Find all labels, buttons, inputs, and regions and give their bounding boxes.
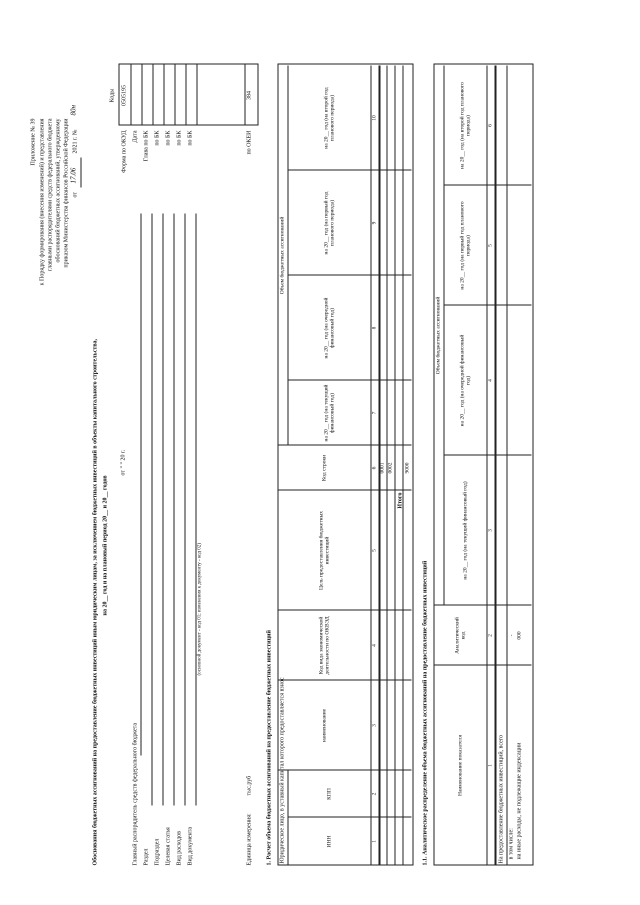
chapter-bk-label: Глава по БК (143, 130, 149, 161)
appendix-date-handwritten: 17.06 (69, 167, 77, 183)
codes-box (118, 63, 258, 125)
field-line (195, 213, 196, 805)
s11-row-including: в том числе: (508, 827, 514, 859)
okei-label: по ОКЕИ (246, 130, 252, 155)
appendix-line: главными распорядителями средств федерального бюджета (47, 118, 53, 271)
form-title-line1: Обоснования бюджетных ассигнований на предоставление бюджетных инвестиций иным юридическим лицам, за исключением бюджетных инвестиций в объекты капитального строительства, (92, 338, 98, 865)
s1-goal-header: Цель предоставления бюджетных инвестиций (317, 510, 330, 590)
field-line (140, 213, 141, 755)
s11-volume-header: Объем бюджетных ассигнований (435, 296, 442, 374)
s1-total-code: 9000 (403, 462, 410, 473)
s1-okved-header: Код вида экономической деятельности по ОКВЭД (317, 615, 330, 675)
codes-header: Коды (109, 88, 115, 102)
doc-type-note: (основной документ - код 01; изменения к документу - код 02) (197, 542, 202, 675)
s1-entity-header: Юридическое лицо, в уставный капитал которого предоставляется взнос (279, 676, 285, 863)
s1-colnum: 2 (371, 792, 378, 795)
appendix-line: обоснований бюджетных ассигнований, утвержденному (55, 118, 61, 262)
s11-row-total: На предоставление бюджетных инвестиций, всего (498, 734, 504, 863)
s1-colnum: 9 (371, 221, 378, 224)
s1-colnum: 6 (371, 466, 378, 469)
expense-type-label: Вид расходов (176, 830, 182, 865)
doc-type-label: Вид документа (187, 826, 193, 865)
s11-row-code: - (507, 634, 514, 636)
field-line (173, 213, 174, 805)
section-label: Раздел (143, 848, 149, 865)
chief-label: Главный распорядитель средств федерального бюджета (132, 722, 138, 865)
form-code: 0505195 (121, 84, 127, 106)
bk-label: по БК (165, 130, 171, 146)
s11-colnum: 6 (487, 123, 494, 127)
form-title-line2: на 20__ год и на плановый период 20__ и 20__ годов (102, 474, 108, 615)
subsection-label: Подраздел (154, 838, 160, 865)
date-label: Дата (132, 130, 138, 142)
codes-row-line (244, 64, 245, 125)
codes-row-line (196, 64, 197, 125)
date-underline (80, 157, 81, 187)
bk-label: по БК (154, 130, 160, 146)
s1-colnum: 4 (371, 643, 378, 647)
s1-colnum: 5 (371, 548, 378, 552)
appendix-date-year: 2021 г. № (72, 128, 78, 153)
bk-label: по БК (187, 130, 193, 146)
codes-row-line (163, 64, 164, 125)
s1-total-label: Итого (397, 492, 403, 509)
s1-y4-header: на 20__ год (на второй год планового периода) (322, 86, 335, 149)
s1-name-header: наименование (320, 708, 327, 742)
unit-label: Единица измерения: (246, 812, 252, 865)
s11-y3-header: на 20__ год (на первый год планового периода) (458, 200, 471, 290)
appendix-line: приказом Министерства финансов Российской Федерации (63, 118, 69, 268)
s1-colnum: 10 (371, 114, 378, 121)
s11-name-header: Наименование показателя (456, 734, 463, 796)
s11-colnum: 2 (487, 633, 494, 637)
form-date-line: от " " 20 г. (120, 449, 126, 475)
codes-row-line (152, 64, 153, 125)
s11-row-code: 000 (516, 630, 523, 640)
s1-y3-header: на 20__ год (на первый год планового периода) (322, 191, 335, 254)
s1-colnum: 1 (371, 839, 378, 843)
s11-y2-header: на 20__ год (на очередной финансовый год) (458, 334, 471, 426)
appendix-order-no: 80н (69, 104, 77, 115)
appendix-line: к Порядку формирования (внесения изменений) и представления (39, 118, 45, 285)
s1-rowcode-header: Код строки (320, 454, 327, 481)
field-line (162, 213, 163, 805)
s1-kpp-header: КПП (325, 787, 332, 800)
s1-inn-header: ИНН (325, 835, 332, 847)
s1-y2-header: на 20__ год (на очередной финансовый год) (322, 297, 335, 358)
s11-y4-header: на 20__ год (на второй год планового периода) (458, 81, 471, 169)
s1-colnum: 3 (371, 723, 378, 727)
codes-row-line (185, 64, 186, 125)
s11-code-header: Аналитический код (453, 616, 466, 654)
appendix-number: Приложение № 39 (30, 118, 36, 165)
s11-row-other: на иные расходы, не подлежащие индексации (516, 742, 522, 859)
s11-y1-header: на 20__ год (на текущий финансовый год) (461, 480, 468, 580)
field-line (151, 213, 152, 805)
field-line (184, 213, 185, 805)
appendix-date-prefix: от (72, 191, 78, 197)
codes-row-line (141, 64, 142, 125)
s1-colnum: 7 (371, 411, 378, 414)
section1-title: 1. Расчет объема бюджетных ассигнований на предоставление бюджетных инвестиций (266, 629, 272, 865)
okei-code: 384 (246, 90, 252, 100)
form-okud-label: Форма по ОКУД (121, 130, 127, 173)
grid-hline (506, 65, 507, 865)
s1-row-code: 0001 (379, 462, 386, 473)
s1-volume-header: Объем бюджетных ассигнований (279, 216, 286, 294)
section11-title: 1.1. Аналитическое распределение объема бюджетных ассигнований на предоставление бюджетных инвестиций (422, 560, 428, 865)
s11-colnum: 5 (487, 243, 494, 247)
bk-label: по БК (176, 130, 182, 146)
codes-row-line (130, 64, 131, 125)
s11-colnum: 3 (487, 528, 494, 532)
s1-colnum: 8 (371, 326, 378, 329)
codes-row-line (174, 64, 175, 125)
unit-value: тыс.руб (246, 775, 252, 795)
s11-colnum: 1 (487, 763, 494, 767)
s11-colnum: 4 (487, 378, 494, 382)
target-label: Целевая статья (165, 826, 171, 865)
s1-y1-header: на 20__ год (на текущий финансовый год) (322, 384, 335, 441)
s1-row-code: 0002 (387, 462, 394, 473)
